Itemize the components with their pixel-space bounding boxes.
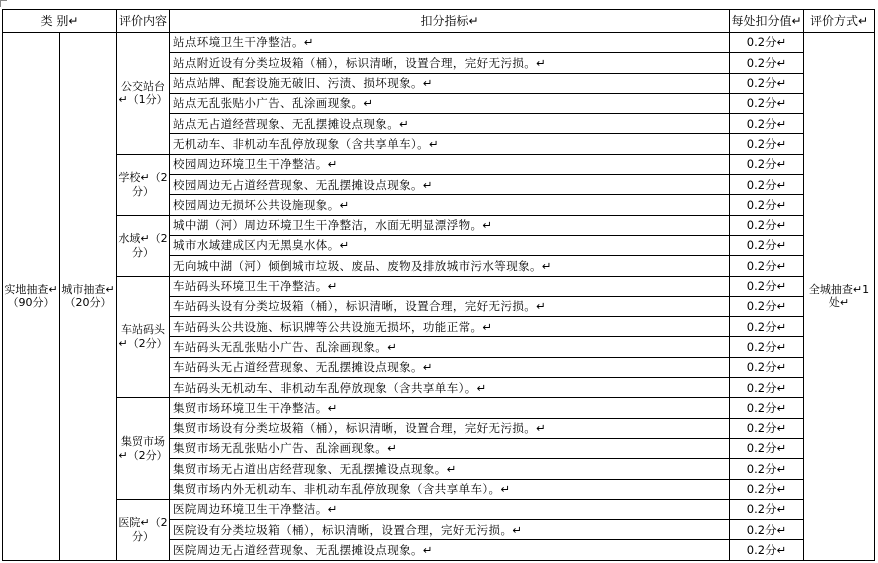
- content-cell: 公交站台↵（1分）: [117, 33, 170, 155]
- table-row: [3, 154, 875, 174]
- indicator-cell: 城市水域建成区内无黑臭水体。↵: [170, 235, 730, 255]
- header-score: 每处扣分值↵: [730, 10, 804, 33]
- header-category: 类 别↵: [3, 10, 117, 33]
- indicator-cell: 无机动车、非机动车乱停放现象（含共享单车）。↵: [170, 134, 730, 154]
- score-cell: 0.2分↵: [730, 520, 804, 540]
- indicator-cell: 校园周边无损坏公共设施现象。↵: [170, 195, 730, 215]
- table-body: [3, 33, 875, 561]
- sub-category-cell: 城市抽查↵（20分）: [60, 33, 117, 561]
- indicator-cell: 车站码头公共设施、标识牌等公共设施无损坏，功能正常。↵: [170, 317, 730, 337]
- indicator-cell: 集贸市场环境卫生干净整洁。↵: [170, 398, 730, 418]
- indicator-cell: 集贸市场内外无机动车、非机动车乱停放现象（含共享单车）。↵: [170, 479, 730, 499]
- score-cell: 0.2分↵: [730, 357, 804, 377]
- indicator-cell: 集贸市场设有分类垃圾箱（桶），标识清晰，设置合理，完好无污损。↵: [170, 418, 730, 438]
- content-cell: 集贸市场↵（2分）: [117, 398, 170, 499]
- indicator-cell: 医院设有分类垃圾箱（桶），标识清晰，设置合理，完好无污损。↵: [170, 520, 730, 540]
- indicator-cell: 车站码头无乱张贴小广告、乱涂画现象。↵: [170, 337, 730, 357]
- indicator-cell: 车站码头无占道经营现象、无乱摆摊设点现象。↵: [170, 357, 730, 377]
- score-cell: 0.2分↵: [730, 195, 804, 215]
- score-cell: 0.2分↵: [730, 499, 804, 519]
- indicator-cell: 集贸市场无乱张贴小广告、乱涂画现象。↵: [170, 438, 730, 458]
- content-cell: 医院↵（2分）: [117, 499, 170, 560]
- indicator-cell: 医院周边无占道经营现象、无乱摆摊设点现象。↵: [170, 540, 730, 560]
- score-cell: 0.2分↵: [730, 418, 804, 438]
- score-cell: 0.2分↵: [730, 93, 804, 113]
- score-cell: 0.2分↵: [730, 459, 804, 479]
- header-content: 评价内容: [117, 10, 170, 33]
- page-corner-mark: [0, 0, 7, 7]
- score-cell: 0.2分↵: [730, 134, 804, 154]
- evaluation-table: [2, 9, 875, 561]
- score-cell: 0.2分↵: [730, 398, 804, 418]
- indicator-cell: 车站码头环境卫生干净整洁。↵: [170, 276, 730, 296]
- indicator-cell: 站点站牌、配套设施无破旧、污渍、损坏现象。↵: [170, 73, 730, 93]
- indicator-cell: 无向城中湖（河）倾倒城市垃圾、废品、废物及排放城市污水等现象。↵: [170, 256, 730, 276]
- table-row: [3, 215, 875, 235]
- score-cell: 0.2分↵: [730, 378, 804, 398]
- score-cell: 0.2分↵: [730, 175, 804, 195]
- table-row: [3, 276, 875, 296]
- table-row: [3, 33, 875, 53]
- content-cell: 学校↵（2分）: [117, 154, 170, 215]
- score-cell: 0.2分↵: [730, 296, 804, 316]
- score-cell: 0.2分↵: [730, 317, 804, 337]
- indicator-cell: 车站码头无机动车、非机动车乱停放现象（含共享单车）。↵: [170, 378, 730, 398]
- score-cell: 0.2分↵: [730, 256, 804, 276]
- indicator-cell: 站点环境卫生干净整洁。↵: [170, 33, 730, 53]
- score-cell: 0.2分↵: [730, 438, 804, 458]
- indicator-cell: 站点无乱张贴小广告、乱涂画现象。↵: [170, 93, 730, 113]
- content-cell: 车站码头↵（2分）: [117, 276, 170, 398]
- indicator-cell: 医院周边环境卫生干净整洁。↵: [170, 499, 730, 519]
- method-cell: 全城抽查↵1处↵: [804, 33, 875, 561]
- table-row: [3, 398, 875, 418]
- score-cell: 0.2分↵: [730, 73, 804, 93]
- content-cell: 水域↵（2分）: [117, 215, 170, 276]
- indicator-cell: 集贸市场无占道出店经营现象、无乱摆摊设点现象。↵: [170, 459, 730, 479]
- header-method: 评价方式↵: [804, 10, 875, 33]
- score-cell: 0.2分↵: [730, 479, 804, 499]
- score-cell: 0.2分↵: [730, 337, 804, 357]
- indicator-cell: 城中湖（河）周边环境卫生干净整洁，水面无明显漂浮物。↵: [170, 215, 730, 235]
- score-cell: 0.2分↵: [730, 235, 804, 255]
- table-row: [3, 499, 875, 519]
- score-cell: 0.2分↵: [730, 540, 804, 560]
- score-cell: 0.2分↵: [730, 276, 804, 296]
- score-cell: 0.2分↵: [730, 215, 804, 235]
- score-cell: 0.2分↵: [730, 154, 804, 174]
- indicator-cell: 校园周边无占道经营现象、无乱摆摊设点现象。↵: [170, 175, 730, 195]
- header-row: [3, 10, 875, 33]
- score-cell: 0.2分↵: [730, 53, 804, 73]
- indicator-cell: 站点附近设有分类垃圾箱（桶），标识清晰，设置合理，完好无污损。↵: [170, 53, 730, 73]
- score-cell: 0.2分↵: [730, 114, 804, 134]
- indicator-cell: 站点无占道经营现象、无乱摆摊设点现象。↵: [170, 114, 730, 134]
- score-cell: 0.2分↵: [730, 33, 804, 53]
- main-category-cell: 实地抽查↵（90分）: [3, 33, 60, 561]
- indicator-cell: 校园周边环境卫生干净整洁。↵: [170, 154, 730, 174]
- indicator-cell: 车站码头设有分类垃圾箱（桶），标识清晰，设置合理，完好无污损。↵: [170, 296, 730, 316]
- header-indicator: 扣分指标↵: [170, 10, 730, 33]
